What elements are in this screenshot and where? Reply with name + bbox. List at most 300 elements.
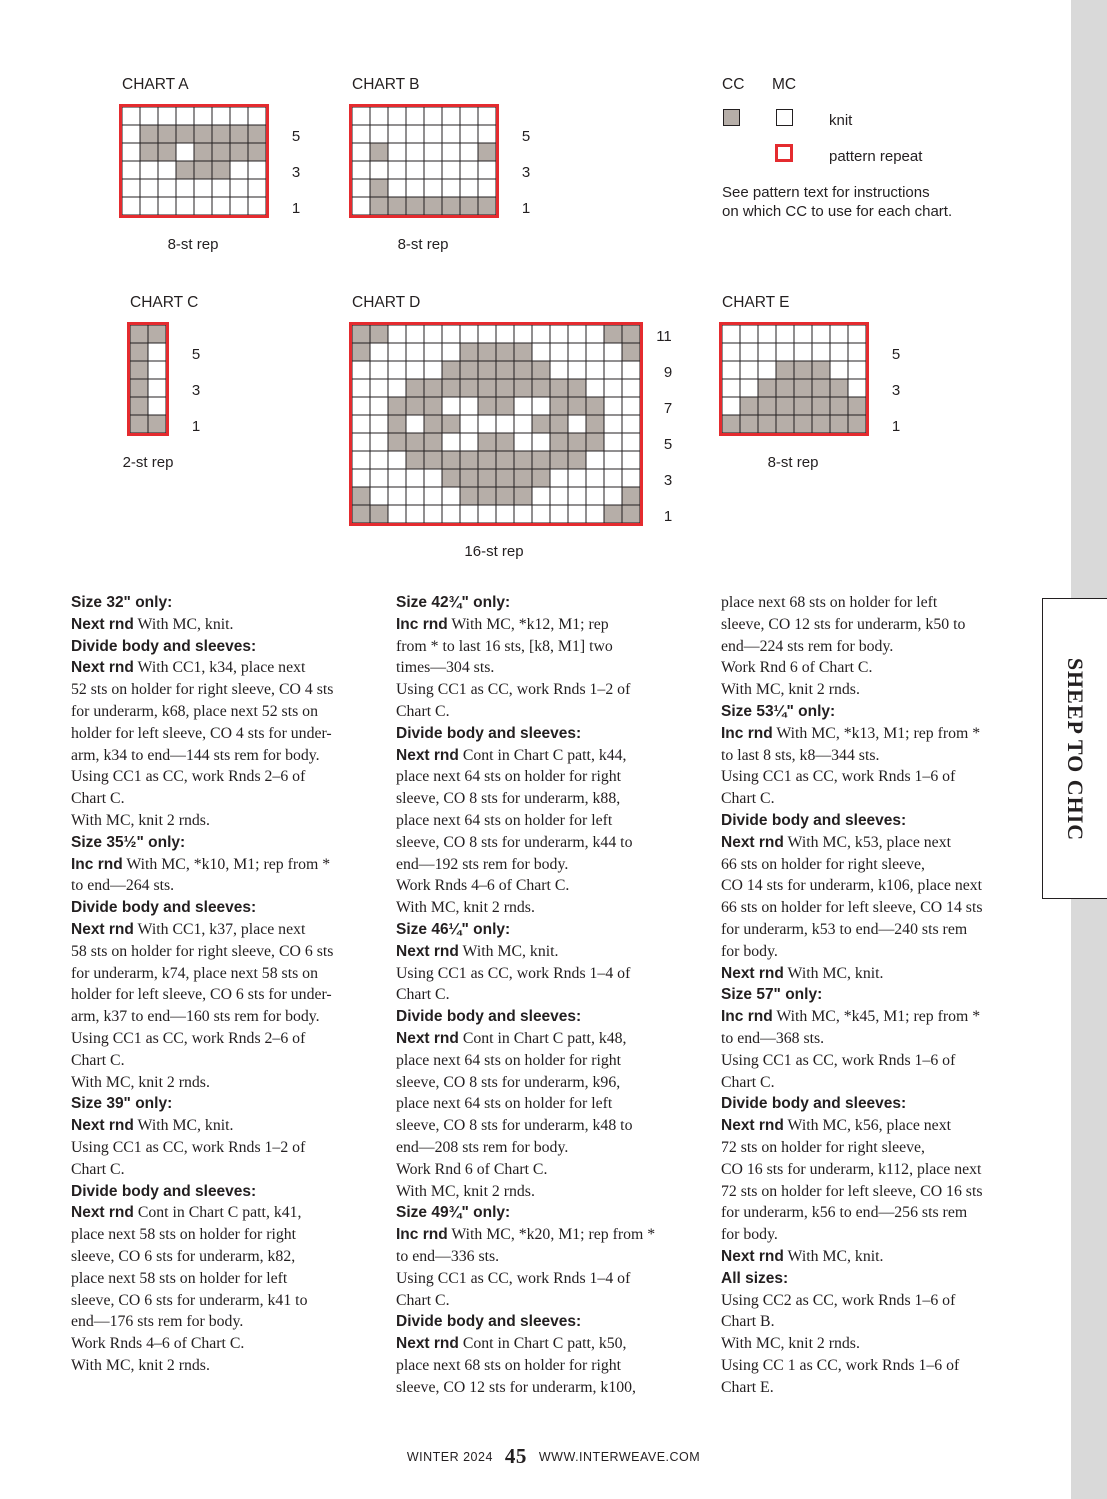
chart-cell xyxy=(158,161,176,179)
chart-cell xyxy=(514,451,532,469)
line-text: With CC1, k34, place next xyxy=(133,659,306,677)
text-line xyxy=(71,1268,371,1290)
text-line xyxy=(396,701,696,723)
chart-cell xyxy=(352,487,370,505)
text-line xyxy=(396,1115,696,1137)
chart-cell xyxy=(550,433,568,451)
line-text: With MC, knit. xyxy=(133,1117,234,1135)
chart-cell xyxy=(478,343,496,361)
chart-cell xyxy=(122,107,140,125)
heading-text: Size 35½" only: xyxy=(71,833,186,851)
chart-cell xyxy=(794,415,812,433)
text-line xyxy=(396,875,696,897)
chart-cell xyxy=(176,161,194,179)
legend-repeat-label: pattern repeat xyxy=(829,148,923,165)
chart-cell xyxy=(406,343,424,361)
text-line xyxy=(71,941,371,963)
chart-cell xyxy=(622,469,640,487)
chart-cell xyxy=(130,397,148,415)
chart-cell xyxy=(388,361,406,379)
chart-cell xyxy=(442,397,460,415)
line-text: Chart C. xyxy=(721,1073,775,1091)
text-line xyxy=(71,1050,371,1072)
chart-cell xyxy=(460,343,478,361)
chart-cell xyxy=(370,343,388,361)
chart-cell xyxy=(352,469,370,487)
chart-cell xyxy=(140,161,158,179)
chart-cell xyxy=(532,505,550,523)
chart-cell xyxy=(388,107,406,125)
chart-cell xyxy=(550,361,568,379)
line-text: 52 sts on holder for right sleeve, CO 4 sts xyxy=(71,681,334,699)
chart-cell xyxy=(230,143,248,161)
section-heading xyxy=(71,832,371,854)
chart-cell xyxy=(194,143,212,161)
chart-cell xyxy=(248,107,266,125)
chart-cell xyxy=(848,325,866,343)
legend-mc-swatch xyxy=(776,109,793,126)
chart-cell xyxy=(158,197,176,215)
chart-cell xyxy=(424,379,442,397)
chart-cell xyxy=(352,451,370,469)
chart-cell xyxy=(406,505,424,523)
chart-cell xyxy=(848,361,866,379)
line-text: With MC, knit 2 rnds. xyxy=(396,1182,535,1200)
chart-cell xyxy=(248,197,266,215)
chart-cell xyxy=(532,487,550,505)
text-line xyxy=(396,963,696,985)
chart-cell xyxy=(514,343,532,361)
chart-cell xyxy=(148,343,166,361)
chart-b-row-label: 3 xyxy=(521,164,531,181)
heading-text: Divide body and sleeves: xyxy=(71,899,257,917)
chart-d-row-label: 5 xyxy=(663,436,673,453)
chart-cell xyxy=(442,107,460,125)
chart-cell xyxy=(514,415,532,433)
text-line xyxy=(721,1333,1021,1355)
chart-cell xyxy=(388,487,406,505)
chart-b-row-label: 1 xyxy=(521,200,531,217)
text-line xyxy=(721,1246,1021,1268)
chart-cell xyxy=(758,397,776,415)
chart-cell xyxy=(568,469,586,487)
heading-text: Divide body and sleeves: xyxy=(396,1008,582,1026)
chart-cell xyxy=(550,379,568,397)
section-heading xyxy=(721,701,1021,723)
line-text: Chart C. xyxy=(71,1051,125,1069)
line-text: With MC, *k10, M1; rep from * xyxy=(122,855,331,873)
text-line xyxy=(71,875,371,897)
chart-cell xyxy=(406,397,424,415)
chart-cell xyxy=(722,397,740,415)
text-line xyxy=(396,1181,696,1203)
instructions-column-1 xyxy=(71,592,371,1377)
chart-cell xyxy=(496,325,514,343)
chart-cell xyxy=(388,397,406,415)
chart-cell xyxy=(148,379,166,397)
text-line xyxy=(71,1115,371,1137)
line-text: Using CC1 as CC, work Rnds 2–6 of xyxy=(71,768,306,786)
chart-cell xyxy=(604,415,622,433)
chart-cell xyxy=(130,361,148,379)
line-text: With MC, knit. xyxy=(133,615,234,633)
chart-cell xyxy=(586,469,604,487)
text-line xyxy=(396,788,696,810)
chart-cell xyxy=(460,451,478,469)
chart-cell xyxy=(406,433,424,451)
chart-cell xyxy=(424,107,442,125)
chart-cell xyxy=(812,397,830,415)
chart-cell xyxy=(586,505,604,523)
chart-cell xyxy=(424,161,442,179)
step-label: Next rnd xyxy=(721,1247,784,1265)
chart-cell xyxy=(848,343,866,361)
chart-cell xyxy=(568,415,586,433)
chart-cell xyxy=(460,197,478,215)
legend-note: See pattern text for instructions xyxy=(722,184,930,201)
chart-cell xyxy=(622,433,640,451)
step-label: Next rnd xyxy=(396,942,459,960)
chart-cell xyxy=(370,107,388,125)
chart-cell xyxy=(586,451,604,469)
section-tab xyxy=(1042,598,1107,899)
chart-cell xyxy=(370,179,388,197)
line-text: Chart C. xyxy=(396,986,450,1004)
text-line xyxy=(396,1224,696,1246)
chart-cell xyxy=(370,197,388,215)
chart-cell xyxy=(352,125,370,143)
chart-cell xyxy=(568,451,586,469)
chart-cell xyxy=(604,451,622,469)
text-line xyxy=(721,1377,1021,1399)
chart-cell xyxy=(722,343,740,361)
line-text: from * to last 16 sts, [k8, M1] two xyxy=(396,637,613,655)
chart-cell xyxy=(586,361,604,379)
chart-cell xyxy=(424,179,442,197)
chart-cell xyxy=(478,107,496,125)
text-line xyxy=(721,1115,1021,1137)
chart-cell xyxy=(140,125,158,143)
chart-cell xyxy=(532,415,550,433)
chart-cell xyxy=(532,451,550,469)
line-text: to last 8 sts, k8—344 sts. xyxy=(721,746,880,764)
line-text: for underarm, k56 to end—256 sts rem xyxy=(721,1204,968,1222)
line-text: With CC1, k37, place next xyxy=(133,920,306,938)
heading-text: Size 49¾" only: xyxy=(396,1204,511,1222)
heading-text: Divide body and sleeves: xyxy=(396,724,582,742)
line-text: place next 64 sts on holder for right xyxy=(396,1051,622,1069)
chart-cell xyxy=(406,361,424,379)
chart-cell xyxy=(424,469,442,487)
line-text: sleeve, CO 12 sts for underarm, k50 to xyxy=(721,615,966,633)
line-text: With MC, *k13, M1; rep from * xyxy=(772,724,981,742)
chart-cell xyxy=(532,361,550,379)
line-text: to end—368 sts. xyxy=(721,1029,825,1047)
chart-cell xyxy=(158,179,176,197)
line-text: place next 64 sts on holder for left xyxy=(396,811,613,829)
chart-cell xyxy=(352,505,370,523)
chart-cell xyxy=(830,325,848,343)
chart-e-title: CHART E xyxy=(722,294,790,311)
chart-cell xyxy=(568,343,586,361)
chart-cell xyxy=(460,397,478,415)
line-text: for body. xyxy=(721,942,778,960)
chart-cell xyxy=(424,197,442,215)
text-line xyxy=(721,875,1021,897)
line-text: With MC, knit 2 rnds. xyxy=(71,1073,210,1091)
section-heading xyxy=(721,1268,1021,1290)
chart-cell xyxy=(514,487,532,505)
chart-cell xyxy=(622,379,640,397)
chart-cell xyxy=(812,379,830,397)
chart-e-row-label: 5 xyxy=(891,346,901,363)
text-line xyxy=(721,963,1021,985)
chart-cell xyxy=(722,361,740,379)
chart-cell xyxy=(478,451,496,469)
chart-cell xyxy=(830,361,848,379)
line-text: sleeve, CO 8 sts for underarm, k44 to xyxy=(396,833,633,851)
chart-cell xyxy=(248,161,266,179)
chart-cell xyxy=(148,325,166,343)
step-label: Next rnd xyxy=(71,615,134,633)
chart-cell xyxy=(758,361,776,379)
text-line xyxy=(71,1224,371,1246)
chart-cell xyxy=(604,361,622,379)
chart-a-row-label: 1 xyxy=(291,200,301,217)
line-text: With MC, knit 2 rnds. xyxy=(71,1356,210,1374)
line-text: Using CC1 as CC, work Rnds 1–4 of xyxy=(396,964,631,982)
chart-cell xyxy=(406,325,424,343)
chart-cell xyxy=(740,343,758,361)
chart-cell xyxy=(148,415,166,433)
chart-cell xyxy=(496,415,514,433)
chart-cell xyxy=(568,379,586,397)
line-text: With MC, knit 2 rnds. xyxy=(721,681,860,699)
chart-cell xyxy=(460,415,478,433)
chart-cell xyxy=(406,143,424,161)
legend-note: on which CC to use for each chart. xyxy=(722,203,953,220)
chart-cell xyxy=(550,487,568,505)
chart-cell xyxy=(478,143,496,161)
text-line xyxy=(71,766,371,788)
line-text: place next 68 sts on holder for right xyxy=(396,1356,622,1374)
step-label: Inc rnd xyxy=(721,724,773,742)
text-line xyxy=(396,679,696,701)
chart-cell xyxy=(550,505,568,523)
chart-cell xyxy=(230,179,248,197)
text-line xyxy=(721,614,1021,636)
chart-cell xyxy=(352,343,370,361)
text-line xyxy=(71,1246,371,1268)
chart-a-grid xyxy=(119,104,269,218)
chart-cell xyxy=(158,125,176,143)
chart-cell xyxy=(212,197,230,215)
chart-cell xyxy=(586,325,604,343)
chart-cell xyxy=(370,379,388,397)
heading-text: Size 32" only: xyxy=(71,594,173,611)
text-line xyxy=(396,941,696,963)
line-text: 58 sts on holder for right sleeve, CO 6 sts xyxy=(71,942,334,960)
section-heading xyxy=(71,592,371,614)
line-text: Cont in Chart C patt, k41, xyxy=(133,1204,302,1222)
chart-cell xyxy=(460,505,478,523)
line-text: With MC, k53, place next xyxy=(783,833,951,851)
text-line xyxy=(721,1311,1021,1333)
line-text: Using CC1 as CC, work Rnds 1–2 of xyxy=(396,681,631,699)
chart-cell xyxy=(352,325,370,343)
chart-cell xyxy=(478,415,496,433)
line-text: Using CC 1 as CC, work Rnds 1–6 of xyxy=(721,1356,960,1374)
section-heading xyxy=(396,592,696,614)
line-text: sleeve, CO 8 sts for underarm, k88, xyxy=(396,790,621,808)
chart-cell xyxy=(442,125,460,143)
heading-text: Divide body and sleeves: xyxy=(396,1313,582,1331)
chart-cell xyxy=(442,379,460,397)
chart-cell xyxy=(794,379,812,397)
chart-c-repeat-label: 2-st rep xyxy=(122,454,174,471)
chart-cell xyxy=(140,143,158,161)
heading-text: Divide body and sleeves: xyxy=(71,637,257,655)
line-text: sleeve, CO 12 sts for underarm, k100, xyxy=(396,1378,636,1396)
chart-cell xyxy=(388,179,406,197)
text-line xyxy=(71,1355,371,1377)
chart-cell xyxy=(442,505,460,523)
line-text: Using CC2 as CC, work Rnds 1–6 of xyxy=(721,1291,956,1309)
chart-cell xyxy=(388,143,406,161)
line-text: 72 sts on holder for right sleeve, xyxy=(721,1138,926,1156)
footer-issue: WINTER 2024 xyxy=(406,1450,493,1464)
chart-cell xyxy=(848,379,866,397)
chart-cell xyxy=(212,143,230,161)
chart-cell xyxy=(194,161,212,179)
chart-cell xyxy=(514,361,532,379)
chart-cell xyxy=(148,361,166,379)
chart-cell xyxy=(460,143,478,161)
chart-cell xyxy=(622,325,640,343)
legend-repeat-swatch xyxy=(775,144,793,162)
text-line xyxy=(396,854,696,876)
chart-cell xyxy=(424,397,442,415)
chart-cell xyxy=(442,433,460,451)
heading-text: Divide body and sleeves: xyxy=(721,811,907,829)
section-heading xyxy=(396,1311,696,1333)
chart-cell xyxy=(158,107,176,125)
text-line xyxy=(396,745,696,767)
chart-cell xyxy=(406,179,424,197)
line-text: sleeve, CO 8 sts for underarm, k48 to xyxy=(396,1117,633,1135)
chart-cell xyxy=(604,487,622,505)
step-label: Next rnd xyxy=(71,1117,134,1135)
text-line xyxy=(71,679,371,701)
line-text: end—224 sts rem for body. xyxy=(721,637,894,655)
chart-cell xyxy=(622,487,640,505)
text-line xyxy=(721,723,1021,745)
chart-cell xyxy=(514,379,532,397)
text-line xyxy=(71,1006,371,1028)
chart-cell xyxy=(424,325,442,343)
text-line xyxy=(71,1159,371,1181)
text-line xyxy=(396,636,696,658)
chart-a-row-label: 3 xyxy=(291,164,301,181)
chart-cell xyxy=(586,415,604,433)
line-text: Chart C. xyxy=(396,1291,450,1309)
chart-cell xyxy=(478,505,496,523)
chart-cell xyxy=(514,505,532,523)
line-text: holder for left sleeve, CO 4 sts for under- xyxy=(71,724,332,742)
line-text: With MC, knit. xyxy=(458,942,559,960)
text-line xyxy=(71,919,371,941)
line-text: for body. xyxy=(721,1226,778,1244)
chart-cell xyxy=(248,143,266,161)
heading-text: Size 57" only: xyxy=(721,986,823,1004)
chart-cell xyxy=(370,433,388,451)
chart-cell xyxy=(812,361,830,379)
chart-cell xyxy=(622,397,640,415)
chart-cell xyxy=(406,469,424,487)
text-line xyxy=(71,1290,371,1312)
chart-cell xyxy=(478,161,496,179)
chart-cell xyxy=(478,397,496,415)
chart-cell xyxy=(424,343,442,361)
chart-cell xyxy=(568,433,586,451)
text-line xyxy=(396,1137,696,1159)
chart-d-row-label: 9 xyxy=(663,364,673,381)
chart-cell xyxy=(604,397,622,415)
chart-cell xyxy=(406,197,424,215)
page-footer xyxy=(0,1444,1107,1469)
line-text: sleeve, CO 6 sts for underarm, k82, xyxy=(71,1247,296,1265)
chart-cell xyxy=(848,415,866,433)
chart-cell xyxy=(722,325,740,343)
chart-e-grid xyxy=(719,322,869,436)
line-text: to end—264 sts. xyxy=(71,877,175,895)
chart-cell xyxy=(194,179,212,197)
chart-b-row-label: 5 xyxy=(521,128,531,145)
text-line xyxy=(71,984,371,1006)
chart-cell xyxy=(496,361,514,379)
line-text: With MC, knit 2 rnds. xyxy=(71,811,210,829)
line-text: Using CC1 as CC, work Rnds 1–6 of xyxy=(721,1051,956,1069)
chart-cell xyxy=(496,343,514,361)
chart-cell xyxy=(496,505,514,523)
chart-cell xyxy=(478,361,496,379)
chart-cell xyxy=(478,197,496,215)
line-text: sleeve, CO 8 sts for underarm, k96, xyxy=(396,1073,621,1091)
chart-cell xyxy=(568,397,586,415)
text-line xyxy=(721,919,1021,941)
line-text: Cont in Chart C patt, k48, xyxy=(458,1029,627,1047)
chart-cell xyxy=(550,415,568,433)
line-text: Using CC1 as CC, work Rnds 1–2 of xyxy=(71,1138,306,1156)
chart-cell xyxy=(370,451,388,469)
chart-cell xyxy=(370,361,388,379)
chart-cell xyxy=(388,451,406,469)
chart-cell xyxy=(532,379,550,397)
chart-cell xyxy=(352,415,370,433)
chart-cell xyxy=(230,125,248,143)
chart-cell xyxy=(388,125,406,143)
chart-cell xyxy=(460,487,478,505)
chart-cell xyxy=(442,343,460,361)
text-line xyxy=(396,1290,696,1312)
chart-cell xyxy=(812,325,830,343)
chart-cell xyxy=(442,143,460,161)
line-text: to end—336 sts. xyxy=(396,1247,500,1265)
chart-cell xyxy=(848,397,866,415)
chart-cell xyxy=(388,433,406,451)
chart-cell xyxy=(388,415,406,433)
chart-cell xyxy=(130,325,148,343)
